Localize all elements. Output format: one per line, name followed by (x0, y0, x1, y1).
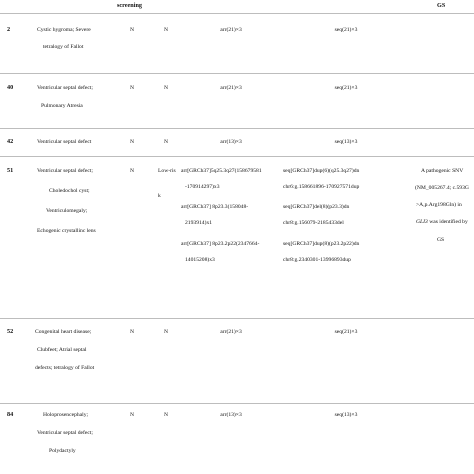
table-row (0, 13, 474, 73)
phenotype-cell (37, 27, 91, 50)
col3-cell: N (129, 139, 135, 145)
phenotype-line: Holoprosencephaly; (43, 412, 89, 418)
phenotype-line: Pulmonary Atresia (41, 103, 83, 110)
seq-line: chr8:g.156079-2185433del (283, 220, 344, 227)
arr-cell: arr(13)×3 (220, 139, 242, 145)
table-row (0, 403, 474, 474)
phenotype-line: Choledochol cyst; (49, 188, 90, 195)
col4-cell: N (163, 27, 169, 33)
header-screening: screening (117, 2, 142, 9)
arr-line: 2193914)x1 (185, 220, 213, 227)
seq-line: chr6:g.158661896-170927571dup (283, 184, 360, 191)
phenotype-cell (37, 329, 94, 371)
col3-cell: N (129, 412, 135, 418)
seq-cell: seq(21)×3 (334, 329, 358, 335)
seq-cell (283, 168, 359, 263)
col3-cell: N (129, 27, 135, 33)
col4-cell: N (163, 412, 169, 418)
gs-cell (415, 168, 469, 243)
col4-cell: N (163, 85, 169, 91)
case-id: 51 (7, 167, 14, 174)
case-id: 52 (7, 328, 14, 335)
phenotype-cell (37, 85, 93, 109)
phenotype-line: Echogenic crystallinc lens (37, 228, 96, 235)
gs-line: GS (437, 236, 445, 243)
arr-cell (181, 168, 262, 263)
phenotype-line: Ventricular septal defect; (37, 168, 93, 174)
phenotype-line: defects; tetralogy of Fallot (35, 365, 95, 372)
table-row (0, 156, 474, 318)
phenotype-line: Clubfeet; Atrial septal (37, 347, 87, 354)
phenotype-line: Ventricular septal defect; (37, 430, 93, 437)
col4-cell: N (163, 139, 169, 145)
seq-line: seq[GRCh37]del(8)(p23.3)dn (283, 204, 350, 211)
seq-cell: seq(13)×3 (334, 139, 358, 145)
arr-line: arr[GRCh37] 8p23.3(158048- (181, 204, 249, 211)
phenotype-line: Polydactyly (49, 448, 76, 455)
seq-line: seq[GRCh37]dup(8)(p23.2p22)dn (283, 240, 360, 247)
arr-line: -170914297)x3 (185, 184, 220, 191)
seq-line: chr8:g.2340301-13996893dup (283, 256, 351, 263)
seq-cell: seq(21)×3 (334, 85, 358, 91)
seq-cell: seq(13)×3 (334, 412, 358, 418)
phenotype-cell (37, 412, 93, 454)
table-row (0, 128, 474, 156)
gs-line: >A,p.Arg198Gln) in (416, 202, 462, 209)
header-gs: GS (437, 2, 446, 9)
case-id: 40 (7, 84, 14, 91)
arr-line: 14015208)x3 (185, 256, 215, 263)
arr-line: arr[GRCh37]5q25.3q27(158679581 (181, 168, 262, 174)
gs-line: GLI3 was identified by (416, 219, 468, 226)
arr-line: arr[GRCh37] 8p23.2p22(2347664- (181, 240, 260, 247)
col4-cell (158, 168, 176, 209)
col4-cell: N (163, 329, 169, 335)
arr-cell: arr(21)×3 (220, 329, 242, 335)
phenotype-line: Cystic hygroma; Severe (37, 27, 91, 33)
arr-cell: arr(21)×3 (220, 27, 242, 33)
phenotype-line: Congenital heart disease; (35, 329, 92, 335)
col3-cell: N (129, 85, 135, 91)
gs-line: (NM_005267.4; c.593G (415, 185, 469, 192)
table-row (0, 73, 474, 128)
col3-cell: N (129, 168, 135, 174)
seq-cell: seq(21)×3 (334, 27, 358, 33)
arr-cell: arr(13)×3 (220, 412, 242, 418)
table-row (0, 318, 474, 403)
phenotype-cell (37, 168, 96, 235)
phenotype-line: Ventriculomegaly; (46, 208, 88, 215)
col3-cell: N (129, 329, 135, 335)
case-id: 84 (7, 411, 14, 418)
gene-symbol: GLI3 (416, 219, 428, 226)
phenotype-line: tetralogy of Fallot (43, 44, 84, 51)
case-id: 42 (7, 138, 14, 145)
gs-line: A pathogenic SNV (421, 168, 464, 174)
phenotype-cell: Ventricular septal defect (37, 139, 92, 145)
case-id: 2 (7, 26, 11, 33)
phenotype-line: Ventricular septal defect; (37, 85, 93, 91)
risk-label: Low-risk (158, 168, 176, 199)
seq-line: seq[GRCh37]dup(6)(q25.3q27)dn (283, 168, 360, 174)
arr-cell: arr(21)×3 (220, 85, 242, 91)
